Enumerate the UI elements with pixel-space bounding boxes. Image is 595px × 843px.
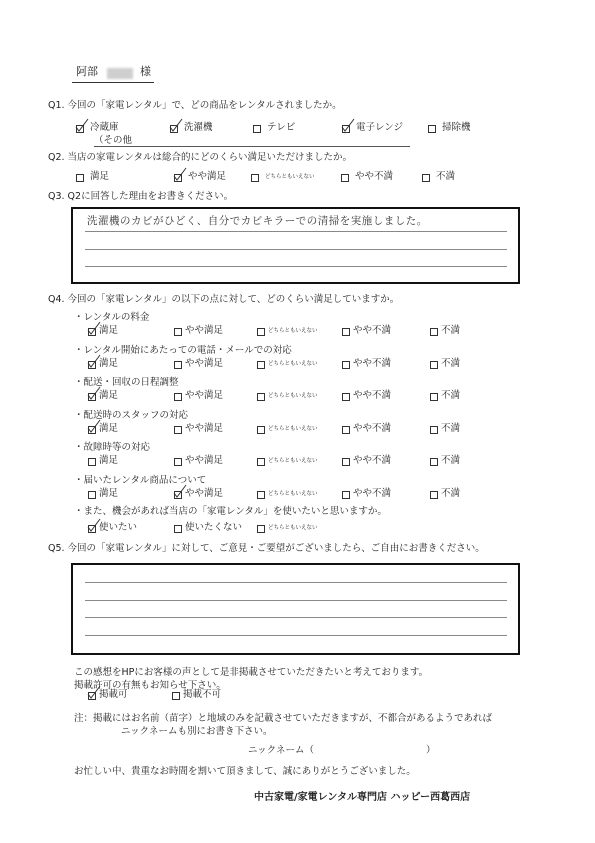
- reuse-option-label: どちらともいえない: [268, 525, 318, 531]
- publish-option-label: 掲載可: [99, 689, 128, 700]
- q5-answer-line: [85, 600, 507, 601]
- q4-rating-checkbox[interactable]: [342, 361, 350, 369]
- q2-option-checkbox[interactable]: [422, 174, 430, 182]
- q4-rating-label: 不満: [441, 325, 461, 336]
- q4-item-title: ・配送・回収の日程調整: [74, 377, 179, 388]
- q3-answer-line: [85, 249, 507, 250]
- check-mark-icon: [75, 118, 89, 132]
- q4-rating-label: 不満: [441, 357, 461, 369]
- q4-rating-checkbox[interactable]: [342, 328, 350, 336]
- q4-rating-label: やや不満: [353, 390, 392, 401]
- publish-option-checkbox[interactable]: [172, 692, 180, 700]
- q1-option-label: 冷蔵庫: [90, 122, 119, 133]
- q1-option-label: 電子レンジ: [356, 122, 404, 133]
- q1-option-label: 洗濯機: [184, 122, 213, 133]
- q4-rating-checkbox[interactable]: [257, 361, 265, 369]
- q4-rating-label: どちらともいえない: [268, 458, 318, 464]
- q2-option-checkbox[interactable]: [76, 174, 84, 182]
- q4-question: Q4. 今回の「家電レンタル」の以下の点に対して、どのくらい満足していますか。: [48, 294, 400, 305]
- q4-rating-checkbox[interactable]: [430, 393, 438, 401]
- q3-answer-line: [85, 266, 507, 267]
- q4-rating-checkbox[interactable]: [257, 328, 265, 336]
- q1-other-label: （その他: [94, 135, 133, 146]
- nickname-label: ニックネーム（: [248, 745, 315, 756]
- q4-rating-label: やや満足: [185, 487, 224, 499]
- q2-option-checkbox[interactable]: [341, 174, 349, 182]
- q5-answer-line: [85, 582, 507, 583]
- q4-rating-label: 不満: [441, 487, 461, 499]
- q3-answer-line: [85, 231, 507, 232]
- q4-rating-label: 満足: [99, 455, 119, 466]
- store-name: 中古家電/家電レンタル専門店 ハッピー西葛西店: [254, 792, 471, 803]
- q4-rating-checkbox[interactable]: [430, 491, 438, 499]
- q1-option-label: テレビ: [267, 122, 296, 133]
- name-underline: [72, 82, 154, 83]
- q4-rating-checkbox[interactable]: [257, 393, 265, 401]
- q4-rating-label: 不満: [441, 455, 461, 466]
- note-text-2: ニックネームも別にお書き下さい。: [121, 726, 273, 737]
- customer-honorific: 様: [140, 65, 151, 78]
- reuse-option-label: 使いたい: [99, 522, 138, 533]
- q3-question: Q3. Q2に回答した理由をお書きください。: [48, 191, 234, 202]
- q5-answer-line: [85, 617, 507, 618]
- q4-rating-checkbox[interactable]: [257, 458, 265, 466]
- q4-rating-checkbox[interactable]: [257, 426, 265, 434]
- q4-item-title: ・レンタル開始にあたっての電話・メールでの対応: [74, 344, 292, 356]
- q4-rating-label: 不満: [441, 390, 461, 401]
- q4-rating-checkbox[interactable]: [174, 426, 182, 434]
- publish-text-1: この感想をHPにお客様の声として是非掲載させていただきたいと考えております。: [74, 667, 429, 678]
- q2-option-checkbox[interactable]: [251, 174, 259, 182]
- q2-option-label: どちらともいえない: [265, 174, 315, 180]
- q4-rating-checkbox[interactable]: [430, 458, 438, 466]
- check-mark-icon: [169, 118, 183, 132]
- q4-rating-checkbox[interactable]: [174, 328, 182, 336]
- q4-rating-checkbox[interactable]: [342, 491, 350, 499]
- q4-rating-checkbox[interactable]: [257, 491, 265, 499]
- q4-rating-label: やや満足: [185, 325, 224, 336]
- q5-answer-line: [85, 635, 507, 636]
- q4-rating-checkbox[interactable]: [342, 393, 350, 401]
- publish-text-2: 掲載許可の有無もお知らせ下さい。: [74, 680, 226, 691]
- q2-option-label: やや不満: [355, 171, 394, 182]
- q4-rating-checkbox[interactable]: [88, 458, 96, 466]
- q3-answer-box[interactable]: [71, 207, 520, 284]
- q4-rating-label: 不満: [441, 422, 461, 434]
- q4-rating-label: やや不満: [353, 422, 392, 434]
- q1-option-label: 掃除機: [442, 122, 471, 133]
- q4-rating-checkbox[interactable]: [174, 458, 182, 466]
- q4-rating-label: 満足: [99, 487, 119, 499]
- q4-rating-label: やや満足: [185, 390, 224, 401]
- q4-rating-label: 満足: [99, 390, 119, 401]
- redacted-given-name: [107, 68, 133, 79]
- q4-rating-label: どちらともいえない: [268, 328, 318, 334]
- q4-rating-label: やや満足: [185, 455, 224, 466]
- q2-option-label: やや満足: [188, 171, 227, 182]
- q4-item-title: ・配送時のスタッフの対応: [74, 409, 189, 421]
- q4-rating-label: やや不満: [353, 357, 392, 369]
- customer-name: [76, 66, 166, 82]
- q2-option-label: 満足: [90, 171, 110, 182]
- q4-rating-label: やや満足: [185, 357, 224, 369]
- q4-rating-label: やや満足: [185, 422, 224, 434]
- q4-item-title: ・レンタルの料金: [74, 312, 150, 323]
- q4-item-title: ・故障時等の対応: [74, 442, 151, 453]
- q4-rating-label: 満足: [99, 422, 119, 434]
- q4-rating-checkbox[interactable]: [342, 426, 350, 434]
- q4-rating-label: どちらともいえない: [268, 490, 318, 497]
- note-text-1: 注：掲載にはお名前（苗字）と地域のみを記載させていただきますが、不都合があるようであれば: [74, 713, 493, 724]
- q5-answer-box[interactable]: [71, 563, 520, 655]
- check-mark-icon: [173, 167, 187, 181]
- q4-rating-checkbox[interactable]: [430, 328, 438, 336]
- q1-option-checkbox[interactable]: [428, 125, 436, 133]
- q4-rating-label: やや不満: [353, 325, 392, 336]
- q5-question: Q5. 今回の「家電レンタル」に対して、ご意見・ご要望がございましたら、ご自由にお書きください。: [48, 543, 485, 554]
- customer-surname: 阿部: [76, 65, 98, 78]
- q3-handwritten-answer: 洗濯機のカビがひどく、自分でカビキラーでの清掃を実施しました。: [87, 215, 428, 227]
- q2-option-label: 不満: [436, 171, 456, 182]
- q1-question: Q1. 今回の「家電レンタル」で、どの商品をレンタルされましたか。: [48, 100, 342, 111]
- q4-rating-checkbox[interactable]: [88, 491, 96, 499]
- q4-rating-label: やや不満: [353, 455, 392, 466]
- q4-rating-label: どちらともいえない: [268, 425, 318, 432]
- nickname-input[interactable]: [320, 745, 424, 757]
- q4-rating-checkbox[interactable]: [430, 426, 438, 434]
- reuse-option-checkbox[interactable]: [257, 525, 265, 533]
- q4-rating-label: 満足: [99, 357, 119, 369]
- reuse-option-label: 使いたくない: [185, 522, 243, 533]
- q4-rating-checkbox[interactable]: [174, 361, 182, 369]
- q1-other-line: [94, 146, 410, 147]
- nickname-close: ）: [426, 745, 436, 756]
- q2-question: Q2. 当店の家電レンタルは総合的にどのくらい満足いただけましたか。: [48, 152, 352, 163]
- q1-option-checkbox[interactable]: [253, 125, 261, 133]
- q4-item-title: ・届いたレンタル商品について: [74, 474, 207, 486]
- q4-rating-label: どちらともいえない: [268, 360, 318, 367]
- reuse-option-checkbox[interactable]: [174, 525, 182, 533]
- q4-rating-label: どちらともいえない: [268, 393, 318, 399]
- check-mark-icon: [341, 118, 355, 132]
- q4-reuse-question: ・また、機会があれば当店の「家電レンタル」を使いたいと思いますか。: [74, 506, 387, 517]
- q4-rating-label: やや不満: [353, 487, 392, 499]
- q4-rating-label: 満足: [99, 325, 119, 336]
- thanks-message: お忙しい中、貴重なお時間を割いて頂きまして、誠にありがとうございました。: [74, 766, 416, 777]
- q4-rating-checkbox[interactable]: [174, 393, 182, 401]
- publish-option-label: 掲載不可: [183, 689, 222, 700]
- q4-rating-checkbox[interactable]: [342, 458, 350, 466]
- q4-rating-checkbox[interactable]: [430, 361, 438, 369]
